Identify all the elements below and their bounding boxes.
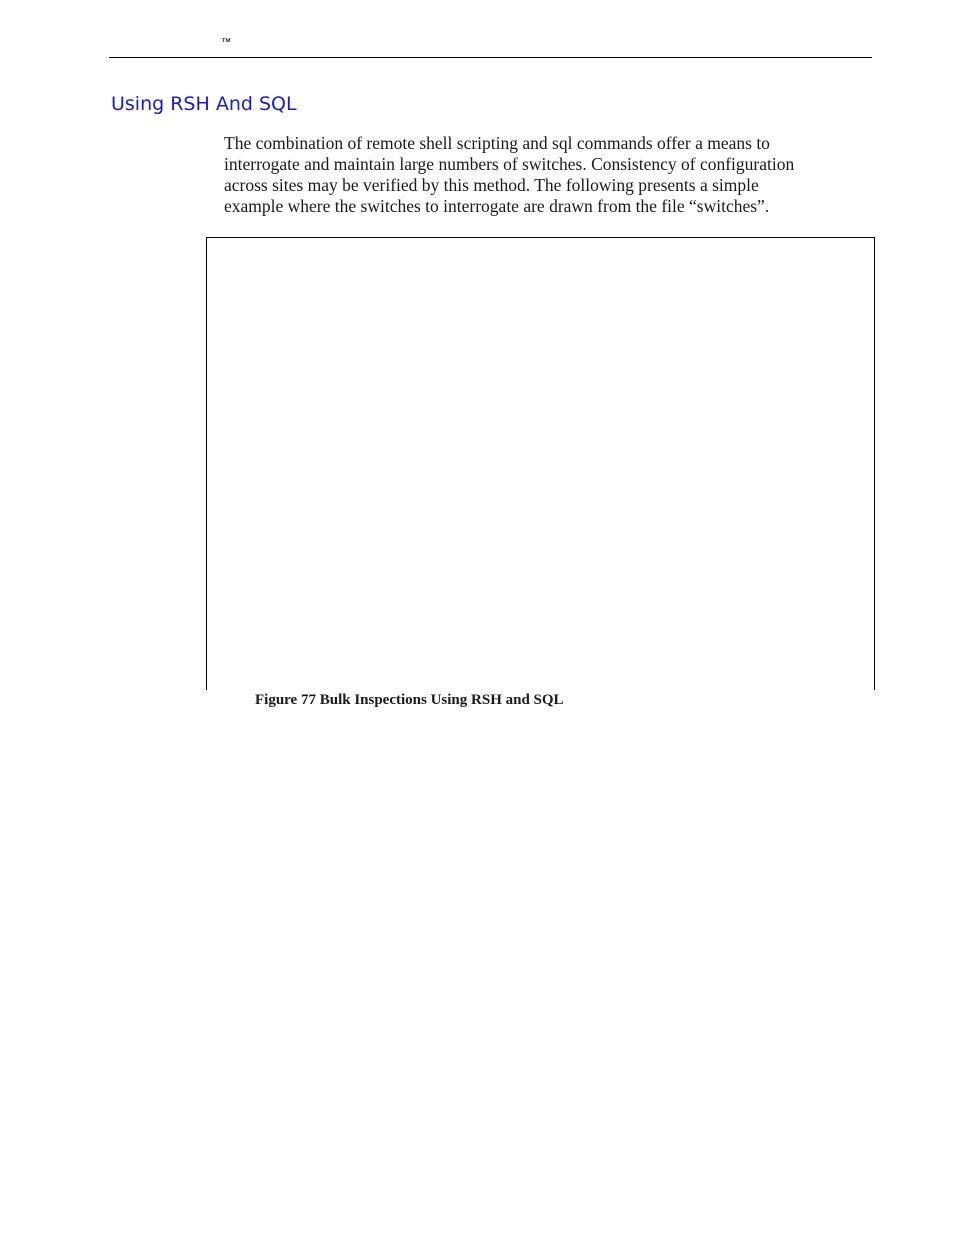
paragraph-line: interrogate and maintain large numbers of switches. Consistency of configuration bbox=[224, 154, 795, 174]
figure-frame bbox=[206, 237, 875, 690]
trademark-symbol: ™ bbox=[221, 37, 231, 48]
paragraph-line: across sites may be verified by this method. The following presents a simple bbox=[224, 175, 759, 195]
figure-caption: Figure 77 Bulk Inspections Using RSH and SQL bbox=[255, 692, 564, 708]
header-rule bbox=[109, 57, 872, 58]
body-paragraph bbox=[224, 133, 874, 217]
paragraph-line: example where the switches to interrogate are drawn from the file “switches”. bbox=[224, 196, 770, 216]
section-heading: Using RSH And SQL bbox=[111, 93, 297, 115]
paragraph-line: The combination of remote shell scripting and sql commands offer a means to bbox=[224, 133, 770, 153]
